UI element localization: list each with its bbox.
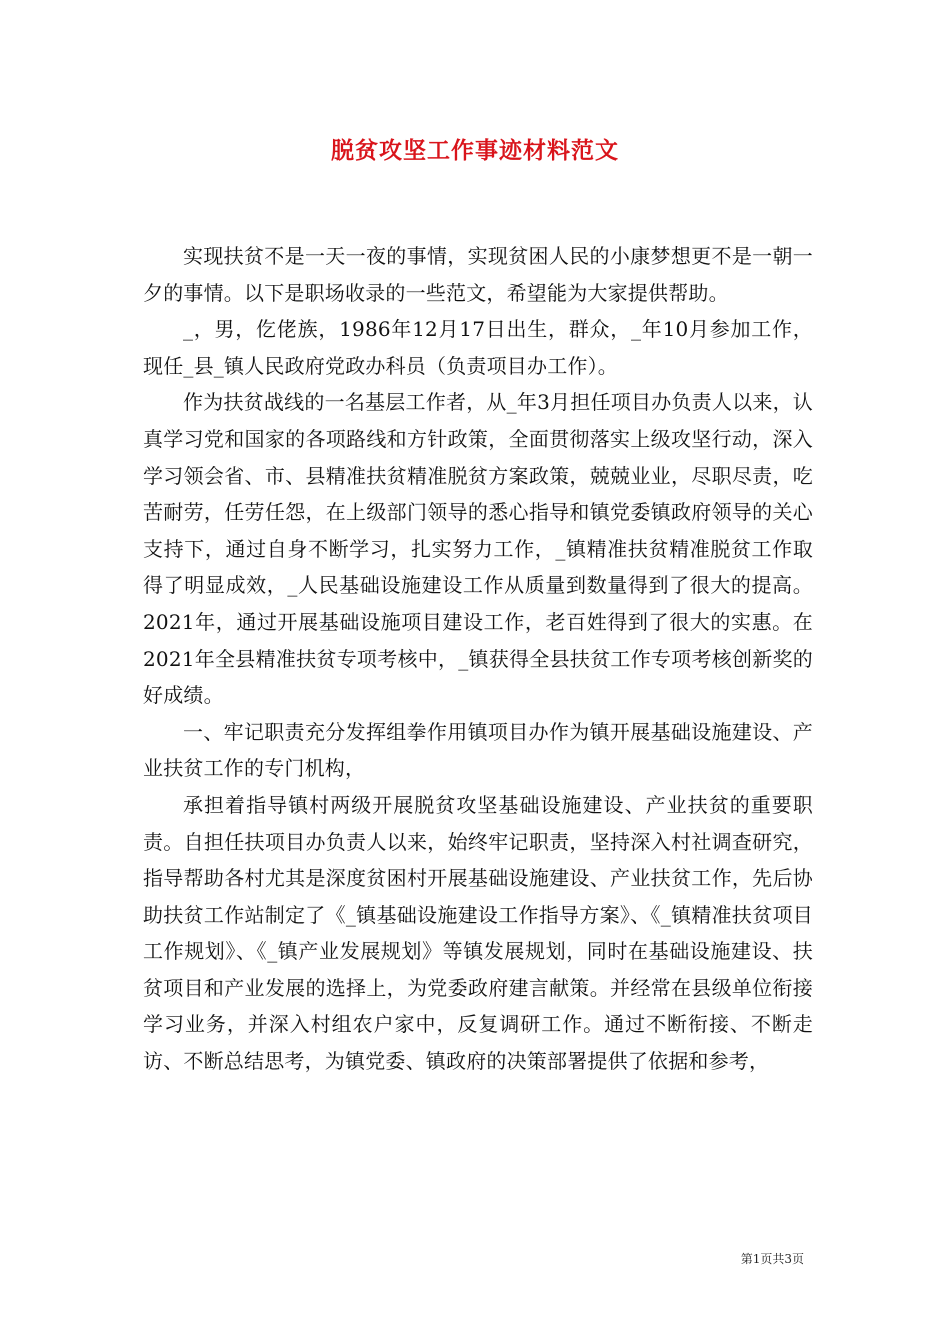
paragraph-intro: 实现扶贫不是一天一夜的事情，实现贫困人民的小康梦想更不是一朝一夕的事情。以下是职场收录的一些范文，希望能为大家提供帮助。	[143, 244, 813, 305]
document-body	[143, 238, 813, 1080]
paragraph-achievements: 作为扶贫战线的一名基层工作者，从_年3月担任项目办负责人以来，认真学习党和国家的各项路线和方针政策，全面贯彻落实上级攻坚行动，深入学习领会省、市、县精准扶贫精准脱贫方案政策，兢兢业业，尽职尽责，吃苦耐劳，任劳任怨，在上级部门领导的悉心指导和镇党委镇政府领导的关心支持下，通过自身不断学习，扎实努力工作，_镇精准扶贫精准脱贫工作取得了明显成效，_人民基础设施建设工作从质量到数量得到了很大的提高。2021年，通过开展基础设施项目建设工作，老百姓得到了很大的实惠。在2021年全县精准扶贫专项考核中，_镇获得全县扶贫工作专项考核创新奖的好成绩。	[143, 390, 813, 708]
page-title: 脱贫攻坚工作事迹材料范文	[331, 137, 619, 164]
paragraph-responsibilities: 承担着指导镇村两级开展脱贫攻坚基础设施建设、产业扶贫的重要职责。自担任扶项目办负责人以来，始终牢记职责，坚持深入村社调查研究，指导帮助各村尤其是深度贫困村开展基础设施建设、产业扶贫工作，先后协助扶贫工作站制定了《_镇基础设施建设工作指导方案》、《_镇精准扶贫项目工作规划》、《_镇产业发展规划》等镇发展规划，同时在基础设施建设、扶贫项目和产业发展的选择上，为党委政府建言献策。并经常在县级单位衔接学习业务，并深入村组农户家中，反复调研工作。通过不断衔接、不断走访、不断总结思考，为镇党委、镇政府的决策部署提供了依据和参考，	[143, 792, 813, 1074]
page-number-footer: 第1页共3页	[740, 1252, 804, 1266]
paragraph-profile: _，男，仡佬族，1986年12月17日出生，群众，_年10月参加工作，现任_县_镇人民政府党政办科员（负责项目办工作）。	[143, 317, 813, 378]
paragraph-section-heading: 一、牢记职责充分发挥组拳作用镇项目办作为镇开展基础设施建设、产业扶贫工作的专门机构，	[143, 719, 813, 781]
